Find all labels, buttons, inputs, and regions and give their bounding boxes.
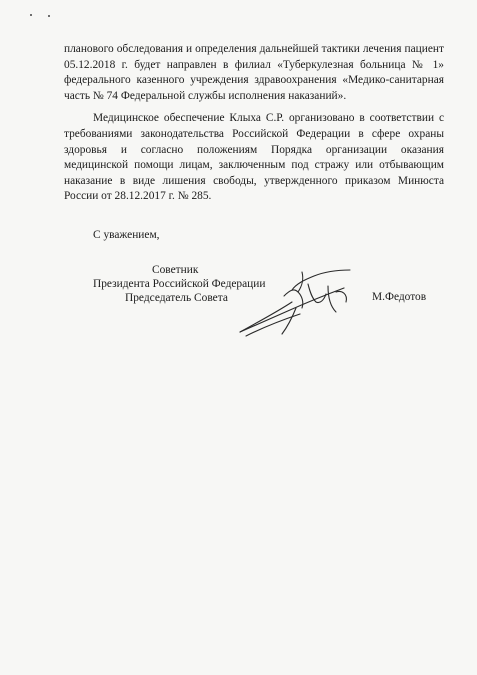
closing-phrase: С уважением,: [93, 229, 160, 241]
signer-position-line-1: Советник: [152, 264, 199, 276]
signer-name: М.Федотов: [372, 291, 427, 303]
paragraph-2: Медицинское обеспечение Клыха С.Р. организовано в соответствии с требованиями законодательства Российской Федерации в сфере охраны здоровья и согласно положениям Порядка организации оказания медицинской помощи лицам, заключенным под стражу или отбывающим наказание в виде лишения свободы, утвержденного приказом Минюста России от 28.12.2017 г. № 285.: [64, 112, 444, 203]
scan-dot: [30, 14, 32, 16]
paragraph-1: планового обследования и определения дальнейшей тактики лечения пациент 05.12.2018 г. будет направлен в филиал «Туберкулезная больница № 1» федерального казенного учреждения здравоохранения «Медико-санитарная часть № 74 Федеральной службы исполнения наказаний».: [64, 43, 444, 102]
letter-body: [64, 42, 444, 212]
signer-position-line-2: Президента Российской Федерации: [93, 278, 266, 290]
handwritten-signature-icon: [232, 262, 374, 344]
signer-position-line-3: Председатель Совета: [125, 292, 228, 304]
scan-dot: [48, 15, 50, 17]
